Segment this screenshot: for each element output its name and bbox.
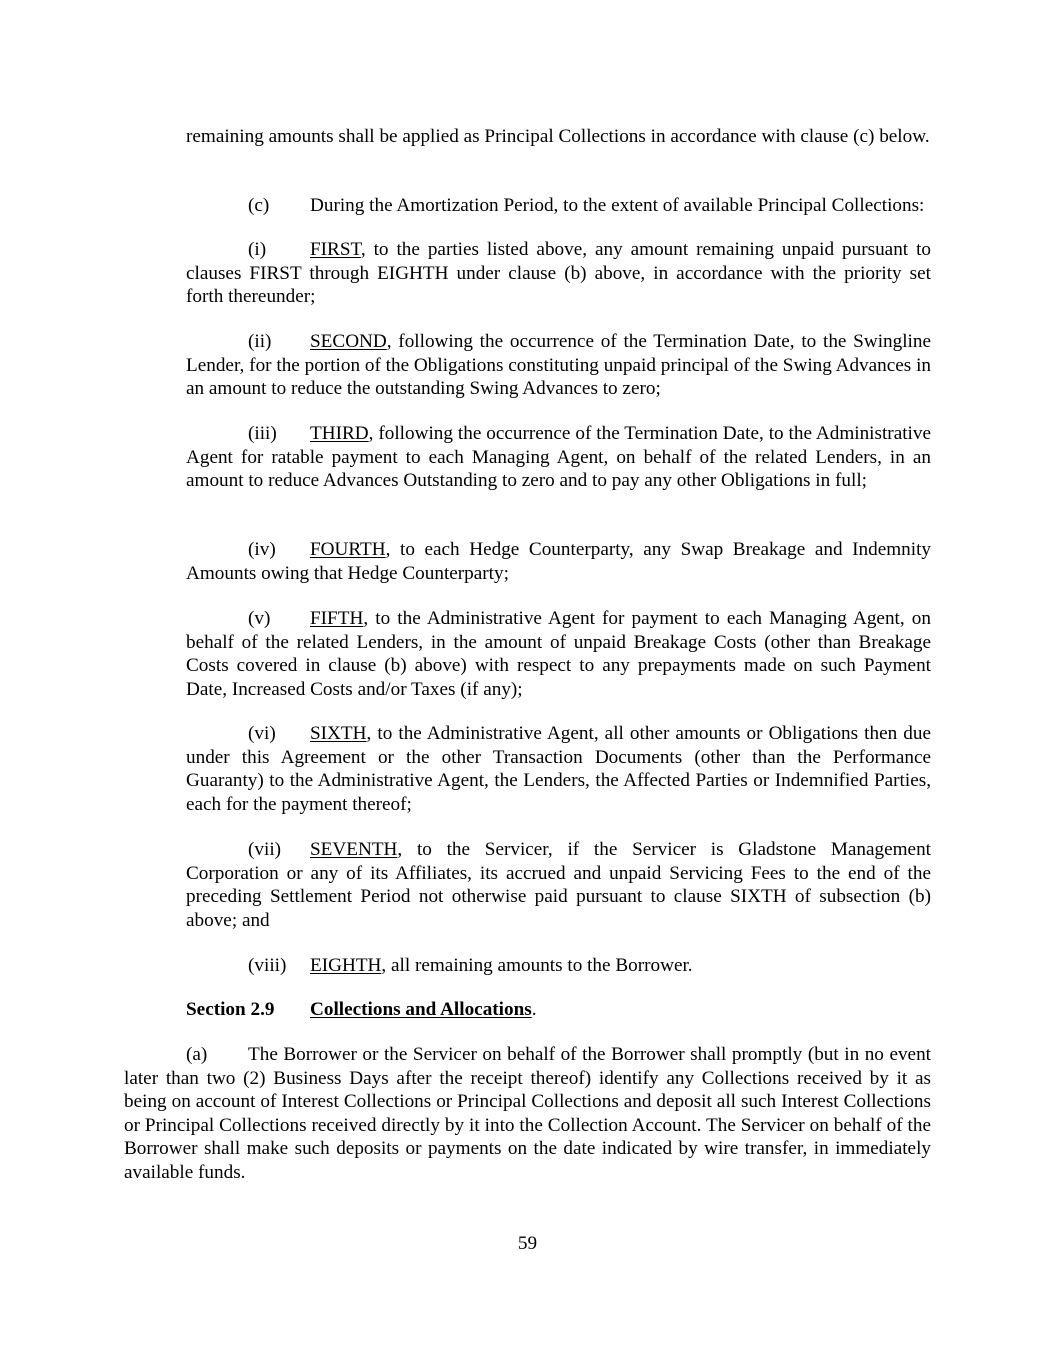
item-fifth <box>186 607 931 701</box>
item-text: , to the Administrative Agent for payment to each Managing Agent, on behalf of the related Lenders, in the amount of unpaid Breakage Costs (other than Breakage Costs covered in clause (b) above) with respect to any prepayments made on such Payment Date, Increased Costs and/or Taxes (if any); <box>186 608 931 700</box>
page-number: 59 <box>517 1233 538 1254</box>
item-number: (vi) <box>248 723 276 744</box>
item-number: (vii) <box>248 839 282 860</box>
section-trailing: . <box>531 999 537 1020</box>
item-keyword: THIRD <box>310 423 369 444</box>
item-keyword: SEVENTH <box>310 839 398 860</box>
item-text: , following the occurrence of the Termination Date, to the Administrative Agent for ratable payment to each Managing Agent, on behalf of the related Lenders, in an amount to reduce Advances Outstanding to zero and to pay any other Obligations in full; <box>186 423 931 491</box>
item-keyword: FIRST <box>310 239 361 260</box>
clause-c-text: During the Amortization Period, to the extent of available Principal Collections: <box>310 195 925 216</box>
item-sixth <box>186 722 931 816</box>
section-number: Section 2.9 <box>186 999 275 1020</box>
item-eighth <box>186 954 931 978</box>
item-number: (iii) <box>248 423 277 444</box>
section-heading <box>186 998 931 1022</box>
item-keyword: SECOND <box>310 331 387 352</box>
item-text: , following the occurrence of the Termination Date, to the Swingline Lender, for the portion of the Obligations constituting unpaid principal of the Swing Advances in an amount to reduce the outstanding Swing Advances to zero; <box>186 331 931 399</box>
item-text: , to the Servicer, if the Servicer is Gladstone Management Corporation or any of its Affiliates, its accrued and unpaid Servicing Fees to the end of the preceding Settlement Period not otherwise paid pursuant to clause SIXTH of subsection (b) above; and <box>186 839 931 931</box>
section-title: Collections and Allocations <box>310 999 532 1020</box>
paragraph-a <box>124 1043 931 1184</box>
item-seventh <box>186 838 931 932</box>
item-fourth <box>186 538 931 585</box>
clause-c-paragraph <box>186 194 931 218</box>
item-keyword: EIGHTH <box>310 955 382 976</box>
item-number: (v) <box>248 608 271 629</box>
item-keyword: SIXTH <box>310 723 367 744</box>
item-number: (ii) <box>248 331 272 352</box>
carryover-paragraph: remaining amounts shall be applied as Principal Collections in accordance with clause (c) below. <box>186 126 930 147</box>
item-text: , to each Hedge Counterparty, any Swap Breakage and Indemnity Amounts owing that Hedge Counterparty; <box>186 539 931 584</box>
item-number: (iv) <box>248 539 276 560</box>
item-number: (viii) <box>248 955 287 976</box>
item-number: (i) <box>248 239 267 260</box>
clause-c-label: (c) <box>248 195 270 216</box>
item-text: , all remaining amounts to the Borrower. <box>381 955 693 976</box>
item-third <box>186 422 931 493</box>
item-text: , to the parties listed above, any amount remaining unpaid pursuant to clauses FIRST through EIGHTH under clause (b) above, in accordance with the priority set forth thereunder; <box>186 239 931 307</box>
paragraph-a-text: The Borrower or the Servicer on behalf of the Borrower shall promptly (but in no event later than two (2) Business Days after the receipt thereof) identify any Collections received by it as being on account of Interest Collections or Principal Collections and deposit all such Interest Collections or Principal Collections received directly by it into the Collection Account. The Servicer on behalf of the Borrower shall make such deposits or payments on the date indicated by wire transfer, in immediately available funds. <box>124 1044 931 1183</box>
item-first <box>186 238 931 309</box>
item-keyword: FOURTH <box>310 539 386 560</box>
item-text: , to the Administrative Agent, all other amounts or Obligations then due under this Agreement or the other Transaction Documents (other than the Performance Guaranty) to the Administrative Agent, the Lenders, the Affected Parties or Indemnified Parties, each for the payment thereof; <box>186 723 931 815</box>
paragraph-a-label: (a) <box>186 1044 208 1065</box>
item-keyword: FIFTH <box>310 608 364 629</box>
item-second <box>186 330 931 401</box>
